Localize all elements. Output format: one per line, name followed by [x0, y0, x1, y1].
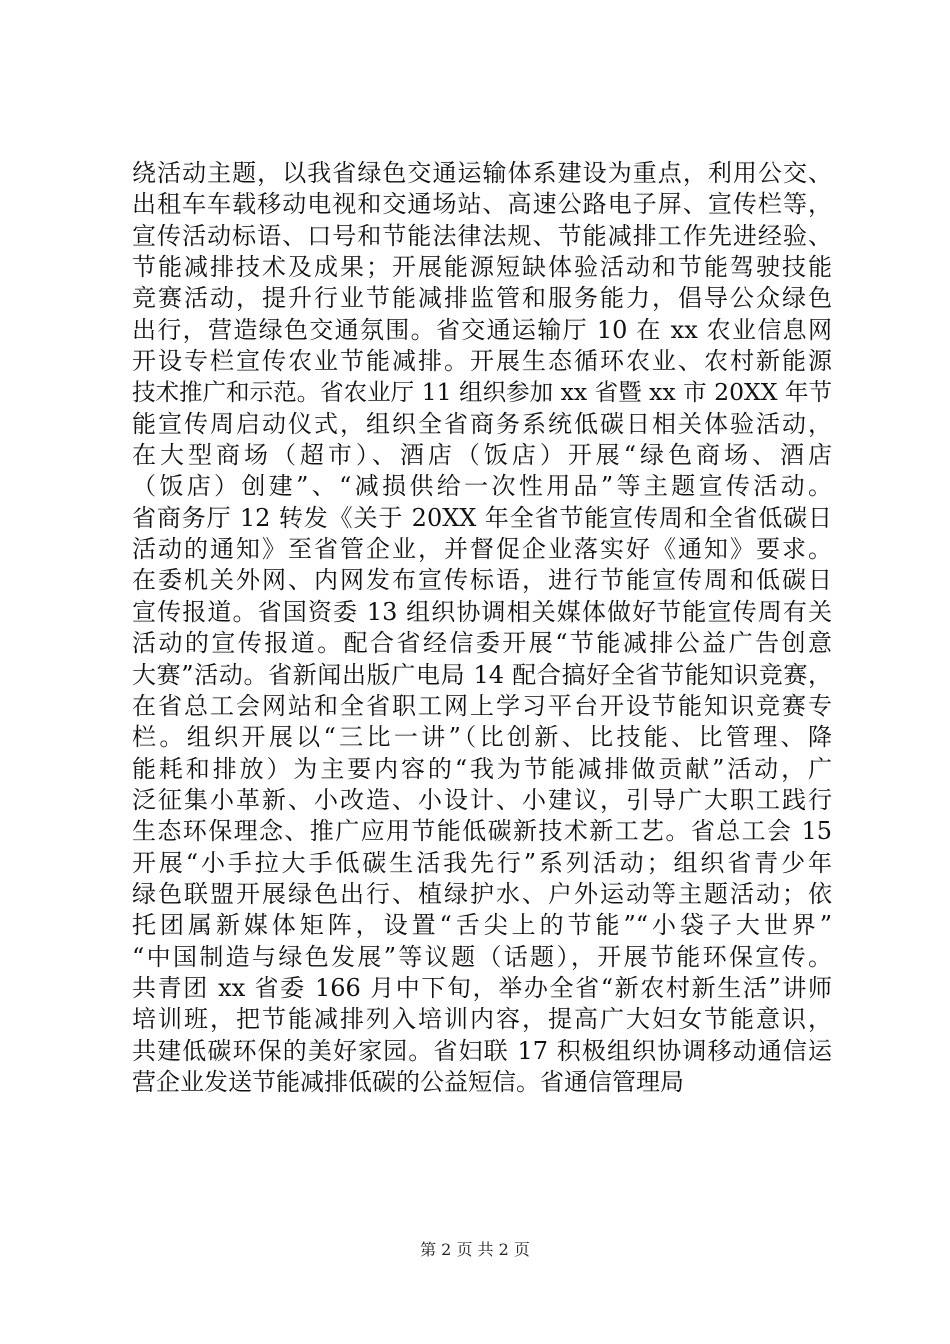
text-line: 开设专栏宣传农业节能减排。开展生态循环农业、农村新能源: [132, 347, 832, 376]
text-line: 绿色联盟开展绿色出行、植绿护水、户外运动等主题活动；依: [132, 879, 832, 908]
text-line: 开展“小手拉大手低碳生活我先行”系列活动；组织省青少年: [132, 848, 832, 877]
text-line: 生态环保理念、推广应用节能低碳新技术新工艺。省总工会 15: [132, 817, 832, 846]
text-line: 活动的宣传报道。配合省经信委开展“节能减排公益广告创意: [132, 629, 832, 658]
text-line: 出行，营造绿色交通氛围。省交通运输厅 10 在 xx 农业信息网: [132, 315, 832, 344]
text-line: （饭店）创建”、“减损供给一次性用品”等主题宣传活动。: [132, 472, 832, 501]
text-line: 泛征集小革新、小改造、小设计、小建议，引导广大职工践行: [132, 785, 832, 814]
text-line: 栏。组织开展以“三比一讲”（比创新、比技能、比管理、降: [132, 723, 832, 752]
text-line: 在省总工会网站和全省职工网上学习平台开设节能知识竞赛专: [132, 691, 832, 720]
text-line: 省商务厅 12 转发《关于 20XX 年全省节能宣传周和全省低碳日: [132, 503, 832, 532]
text-line: 在大型商场（超市）、酒店（饭店）开展“绿色商场、酒店: [132, 441, 832, 470]
text-line: 竞赛活动，提升行业节能减排监管和服务能力，倡导公众绿色: [132, 284, 832, 313]
text-line: 能宣传周启动仪式，组织全省商务系统低碳日相关体验活动，: [132, 409, 832, 438]
text-line: 出租车车载移动电视和交通场站、高速公路电子屏、宣传栏等，: [132, 190, 832, 219]
text-line: 共青团 xx 省委 166 月中下旬，举办全省“新农村新生活”讲师: [132, 973, 832, 1002]
text-line: 在委机关外网、内网发布宣传标语，进行节能宣传周和低碳日: [132, 566, 832, 595]
text-line: “中国制造与绿色发展”等议题（话题），开展节能环保宣传。: [132, 942, 832, 971]
document-body: [132, 158, 832, 1098]
text-line: 宣传活动标语、口号和节能法律法规、节能减排工作先进经验、: [132, 221, 832, 250]
text-line: 活动的通知》至省管企业，并督促企业落实好《通知》要求。: [132, 535, 832, 564]
text-line: 共建低碳环保的美好家园。省妇联 17 积极组织协调移动通信运: [132, 1036, 832, 1065]
text-line: 技术推广和示范。省农业厅 11 组织参加 xx 省暨 xx 市 20XX 年节: [132, 378, 832, 407]
page-footer: 第 2 页 共 2 页: [420, 1240, 530, 1259]
text-line: 能耗和排放）为主要内容的“我为节能减排做贡献”活动，广: [132, 754, 832, 783]
text-line: 托团属新媒体矩阵，设置“舌尖上的节能”“小袋子大世界”: [132, 911, 832, 940]
text-line: 节能减排技术及成果；开展能源短缺体验活动和节能驾驶技能: [132, 253, 832, 282]
text-line: 营企业发送节能减排低碳的公益短信。省通信管理局: [132, 1067, 684, 1096]
text-line: 绕活动主题，以我省绿色交通运输体系建设为重点，利用公交、: [132, 159, 832, 187]
text-line: 宣传报道。省国资委 13 组织协调相关媒体做好节能宣传周有关: [132, 597, 832, 626]
text-line: 培训班，把节能减排列入培训内容，提高广大妇女节能意识，: [132, 1005, 832, 1034]
text-line: 大赛”活动。省新闻出版广电局 14 配合搞好全省节能知识竞赛，: [132, 660, 832, 689]
